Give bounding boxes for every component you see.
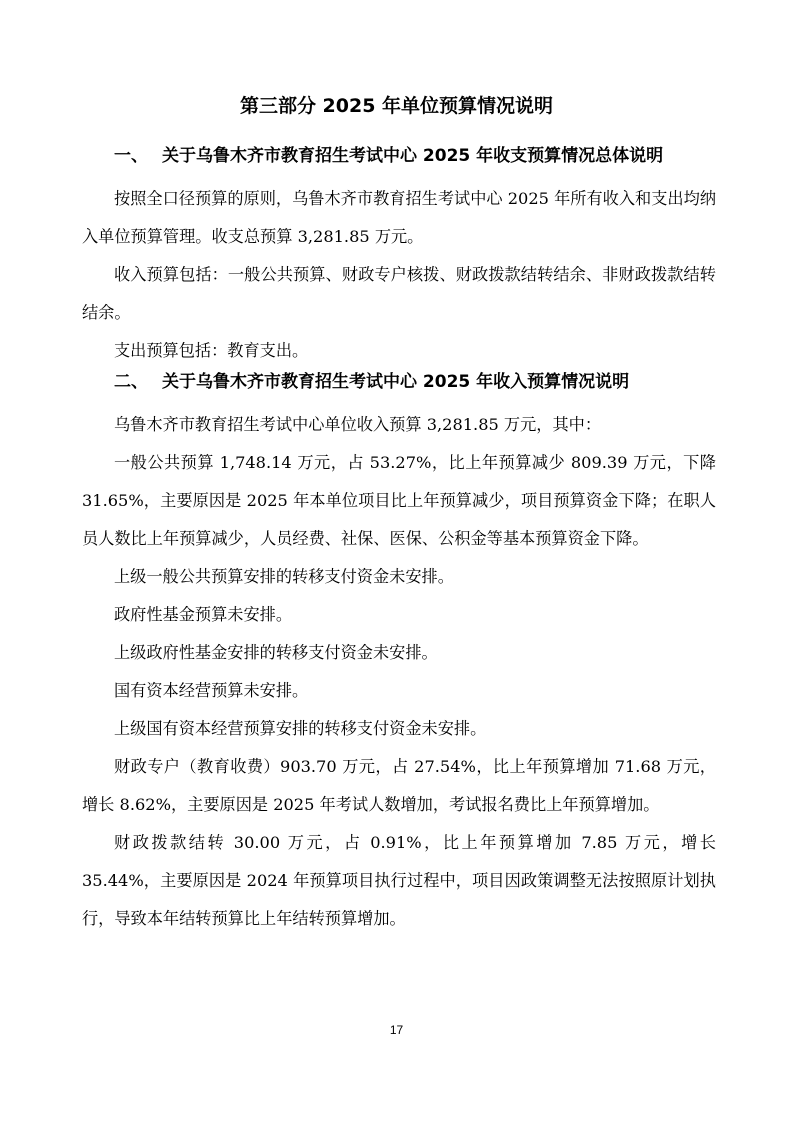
paragraph: 上级政府性基金安排的转移支付资金未安排。	[114, 643, 438, 662]
paragraph: 财政拨款结转 30.00 万元，占 0.91%，比上年预算增加 7.85 万元，增长 35.44%，主要原因是 2024 年预算项目执行过程中，项目因政策调整无法按照原计划执行，导致本年结转预算比上年结转预算增加。	[82, 833, 716, 928]
section-heading-1	[82, 144, 716, 169]
paragraph: 支出预算包括：教育支出。	[114, 341, 309, 360]
paragraph: 国有资本经营预算未安排。	[114, 681, 309, 700]
paragraph: 政府性基金预算未安排。	[114, 605, 293, 624]
document-body	[82, 144, 716, 938]
section-number: 二、	[114, 372, 148, 392]
section-heading-text: 关于乌鲁木齐市教育招生考试中心 2025 年收支预算情况总体说明	[162, 146, 664, 166]
section-number: 一、	[114, 146, 148, 166]
paragraph: 收入预算包括：一般公共预算、财政专户核拨、财政拨款结转结余、非财政拨款结转结余。	[82, 265, 716, 322]
section-heading-2	[82, 370, 716, 395]
paragraph: 财政专户（教育收费）903.70 万元，占 27.54%，比上年预算增加 71.68 万元，增长 8.62%，主要原因是 2025 年考试人数增加，考试报名费比上年预算增加。	[82, 757, 716, 814]
paragraph: 上级一般公共预算安排的转移支付资金未安排。	[114, 567, 454, 586]
section-heading-text: 关于乌鲁木齐市教育招生考试中心 2025 年收入预算情况说明	[162, 372, 630, 392]
paragraph: 一般公共预算 1,748.14 万元，占 53.27%，比上年预算减少 809.39 万元，下降 31.65%，主要原因是 2025 年本单位项目比上年预算减少，项目预算资金下降；在职人员人数比上年预算减少，人员经费、社保、医保、公积金等基本预算资金下降。	[82, 453, 716, 548]
paragraph: 乌鲁木齐市教育招生考试中心单位收入预算 3,281.85 万元，其中：	[114, 415, 602, 434]
paragraph: 上级国有资本经营预算安排的转移支付资金未安排。	[114, 719, 487, 738]
page-number: 17	[389, 1023, 404, 1037]
paragraph: 按照全口径预算的原则，乌鲁木齐市教育招生考试中心 2025 年所有收入和支出均纳入单位预算管理。收支总预算 3,281.85 万元。	[82, 189, 716, 246]
page-title: 第三部分 2025 年单位预算情况说明	[239, 95, 554, 117]
